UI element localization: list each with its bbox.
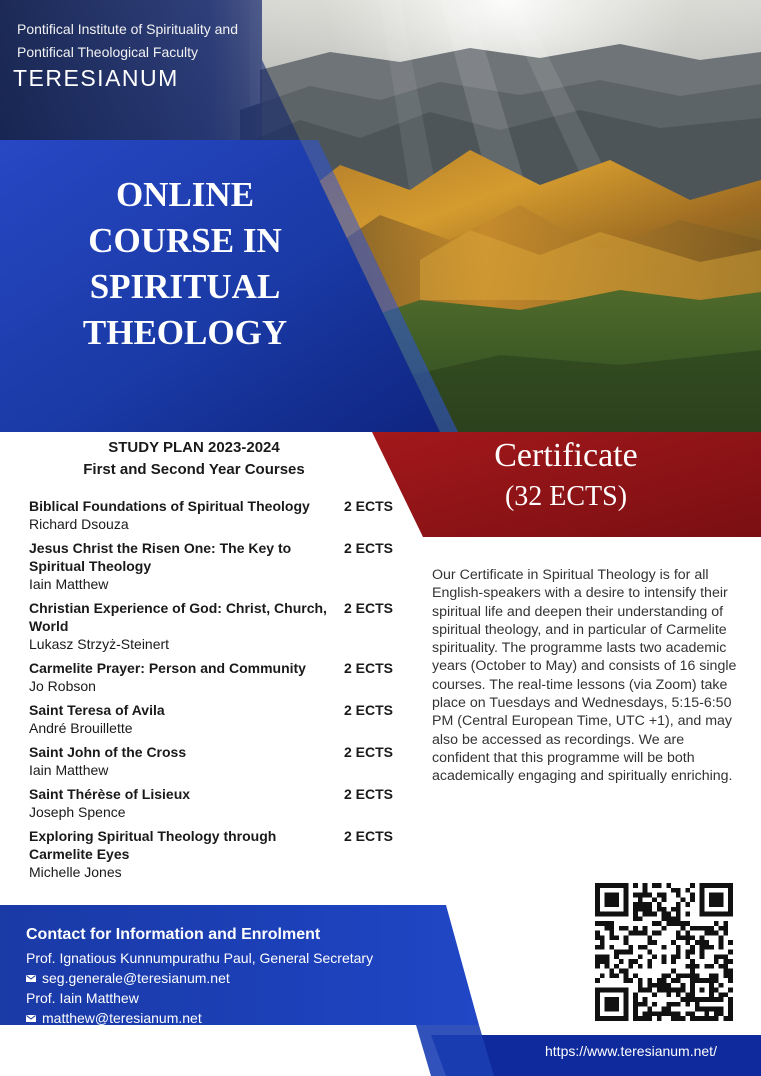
course-name: Saint Teresa of Avila [29,702,165,718]
course-ects: 2 ECTS [344,828,394,844]
course-title-line: COURSE IN [88,221,282,260]
course-title [40,172,330,356]
course-teacher: Michelle Jones [29,864,122,880]
contact-email-1-row [26,968,426,988]
institution-line-1: Pontifical Institute of Spirituality and [17,21,239,37]
mail-icon [26,975,36,982]
certificate-ects: (32 ECTS) [504,481,628,512]
course-title-line: ONLINE [115,175,255,214]
course-list [29,497,409,887]
course-name: Saint Thérèse of Lisieux [29,786,191,802]
contact-email-1[interactable]: seg.generale@teresianum.net [42,970,230,986]
course-name: Saint John of the Cross [29,744,187,760]
course-title-line: THEOLOGY [82,313,288,352]
course-item [29,539,409,593]
course-ects: 2 ECTS [344,540,394,556]
course-ects: 2 ECTS [344,600,394,616]
contact-heading: Contact for Information and Enrolment [26,926,321,943]
contact-person-2: Prof. Iain Matthew [26,990,139,1006]
contact-email-2[interactable]: matthew@teresianum.net [42,1010,202,1026]
mail-icon [26,1015,36,1022]
study-plan-subtitle: First and Second Year Courses [83,461,305,478]
contact-block [26,925,426,1028]
certificate-description: Our Certificate in Spiritual Theology is for all English-speakers with a desire to intensify their spiritual life and deepen their understanding of spiritual theology, and in particular of Carmelite spirituality. The programme lasts two academic years (October to May) and consists of 16 single courses. The real-time lessons (via Zoom) take place on Tuesdays and Wednesdays, 5:15-6:50 PM (Central European Time, UTC +1), and may also be accessed as recordings. We are confident that this programme will be both academically engaging and spiritually enriching. [432,567,737,785]
brand-name: TERESIANUM [13,65,179,91]
course-ects: 2 ECTS [344,744,394,760]
course-item [29,785,409,821]
certificate-title: Certificate [494,437,638,474]
course-name: Carmelite Prayer: Person and Community [29,660,306,676]
course-item [29,827,409,881]
course-item [29,659,409,695]
contact-email-2-row [26,1008,426,1028]
course-teacher: Richard Dsouza [29,516,129,532]
course-teacher: Joseph Spence [29,804,126,820]
course-name: Jesus Christ the Risen One: The Key to Spiritual Theology [29,540,292,574]
course-name: Christian Experience of God: Christ, Church, World [29,600,327,634]
course-teacher: Iain Matthew [29,576,109,592]
website-link[interactable]: https://www.teresianum.net/ [545,1043,717,1059]
course-ects: 2 ECTS [344,498,394,514]
qr-code-icon [595,883,733,1021]
course-ects: 2 ECTS [344,660,394,676]
course-teacher: André Brouillette [29,720,133,736]
course-title-line: SPIRITUAL [89,267,281,306]
course-item [29,701,409,737]
course-ects: 2 ECTS [344,786,394,802]
course-name: Exploring Spiritual Theology through Carmelite Eyes [29,828,277,862]
course-item [29,743,409,779]
course-item [29,599,409,653]
course-name: Biblical Foundations of Spiritual Theology [29,498,310,514]
course-teacher: Jo Robson [29,678,96,694]
hero-banner [0,0,761,432]
course-teacher: Iain Matthew [29,762,109,778]
course-item [29,497,409,533]
institution-line-2: Pontifical Theological Faculty [17,44,199,60]
contact-person-1: Prof. Ignatious Kunnumpurathu Paul, General Secretary [26,950,374,966]
course-teacher: Lukasz Strzyż-Steinert [29,636,170,652]
study-plan-title: STUDY PLAN 2023-2024 [108,439,280,456]
course-ects: 2 ECTS [344,702,394,718]
